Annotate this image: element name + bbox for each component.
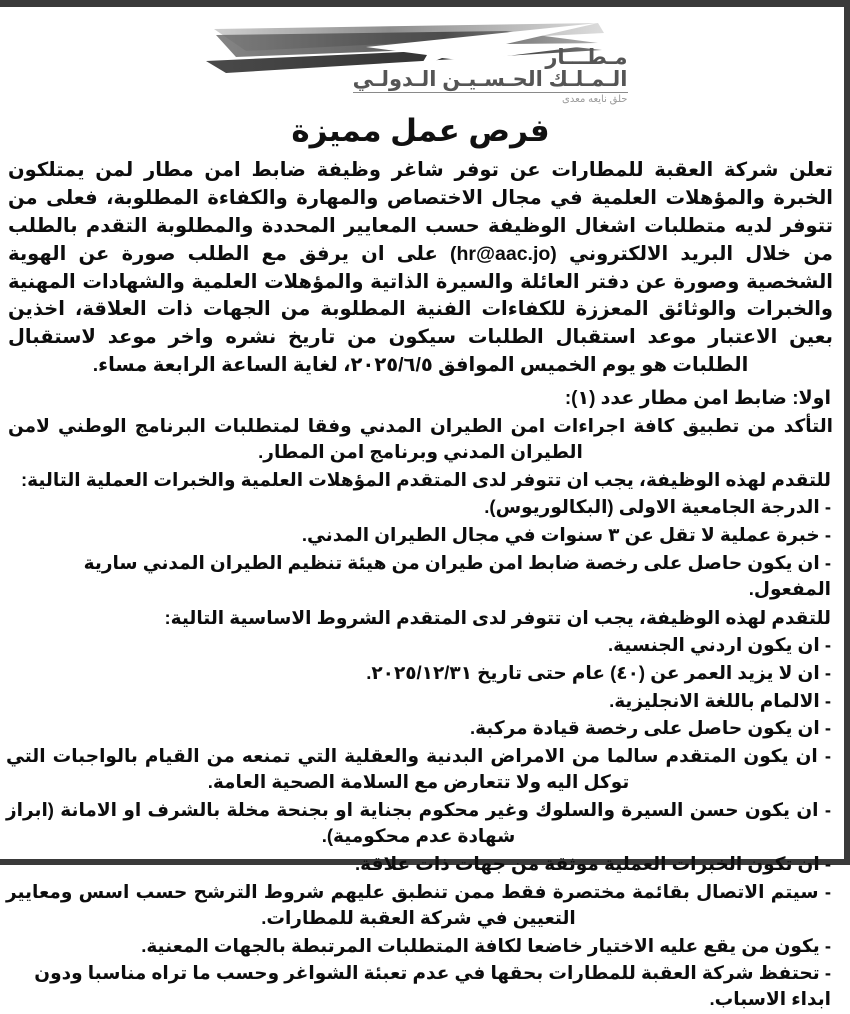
list-item: - الدرجة الجامعية الاولى (البكالوريوس). [6,494,831,520]
list-item: - تحتفظ شركة العقبة للمطارات بحقها في عدم تعبئة الشواغر وحسب ما تراه مناسبا ودون ابداء الاسباب. [6,960,831,1012]
list-item: - سيتم الاتصال بقائمة مختصرة فقط ممن تنطبق عليهم شروط الترشح حسب اسس ومعايير التعيين في شركة العقبة للمطارات. [6,879,831,931]
section-description: التأكد من تطبيق كافة اجراءات امن الطيران المدني وفقا لمتطلبات البرنامج الوطني لامن الطيران المدني وبرنامج امن المطار. [8,414,833,462]
intro-text-before-email: تعلن شركة العقبة للمطارات عن توفر شاغر وظيفة ضابط امن مطار لمن يمتلكون الخبرة والمؤهلات العلمية في مجال الاختصاص والمهارة والكفاءة المطلوبة، فعلى من تتوفر لديه متطلبات اشغال الوظيفة حسب المعايير المحددة والمطلوبة التقدم بالطلب من خلال البريد الالكتروني ( [8,159,833,265]
intro-paragraph [8,157,833,380]
logo-text-line-2: الـمـلـك الحـسـيـن الـدولـي [352,67,628,91]
list-item: - يكون من يقع عليه الاختيار خاضعا لكافة المتطلبات المرتبطة بالجهات المعنية. [6,933,831,959]
list-item: - ان يكون حسن السيرة والسلوك وغير محكوم بجناية او بجنحة مخلة بالشرف او الامانة (ابراز شهادة عدم محكومية). [6,797,831,849]
list-item: - ان يكون حاصل على رخصة قيادة مركبة. [6,715,831,741]
list-item: - خبرة عملية لا تقل عن ٣ سنوات في مجال الطيران المدني. [6,522,831,548]
logo-text-line-3: حلق نايعه معدى [562,93,628,105]
list-item: - الالمام باللغة الانجليزية. [6,688,831,714]
conditions-list [6,632,835,879]
page-title: فرص عمل مميزة [291,113,550,148]
section-heading-first-position: اولا: ضابط امن مطار عدد (١): [564,388,831,409]
list-item: - ان يكون اردني الجنسية. [6,632,831,658]
closing-notes-list [6,879,835,1014]
list-item: - ان يكون المتقدم سالما من الامراض البدنية والعقلية التي تمنعه من القيام بالواجبات التي توكل اليه ولا تتعارض مع السلامة الصحية العامة. [6,743,831,795]
logo-wordmark [353,47,628,105]
logo-text-line-1: مـطـــار [545,45,628,69]
airport-logo [206,17,636,109]
contact-email[interactable]: hr@aac.jo [456,242,551,265]
list-item: - ان تكون الخبرات العملية موثقة من جهات ذات علاقة. [6,851,831,877]
intro-text-after-email: ) على ان يرفق مع الطلب صورة عن الهوية الشخصية وصورة عن دفتر العائلة والسيرة الذاتية والمؤهلات العلمية والشهادات المهنية والخبرات والوثائق المعززة للكفاءات الفنية المطلوبة من الجهات ذات العلاقة، اخذين بعين الاعتبار موعد استقبال الطلبات سيكون من تاريخ نشره واخر موعد لاستقبال الطلبات هو يوم الخميس الموافق ٢٠٢٥/٦/٥، لغاية الساعة الرابعة مساء. [8,242,833,377]
logo-block [6,17,835,109]
qualifications-list [6,494,835,604]
page-inner [0,7,844,1010]
list-item: - ان لا يزيد العمر عن (٤٠) عام حتى تاريخ ٢٠٢٥/١٢/٣١. [6,660,831,686]
conditions-lead: للتقدم لهذه الوظيفة، يجب ان تتوفر لدى المتقدم الشروط الاساسية التالية: [164,606,831,628]
list-item: - ان يكون حاصل على رخصة ضابط امن طيران من هيئة تنظيم الطيران المدني سارية المفعول. [6,550,831,602]
qualifications-lead: للتقدم لهذه الوظيفة، يجب ان تتوفر لدى المتقدم المؤهلات العلمية والخبرات العملية التالية: [20,469,831,491]
